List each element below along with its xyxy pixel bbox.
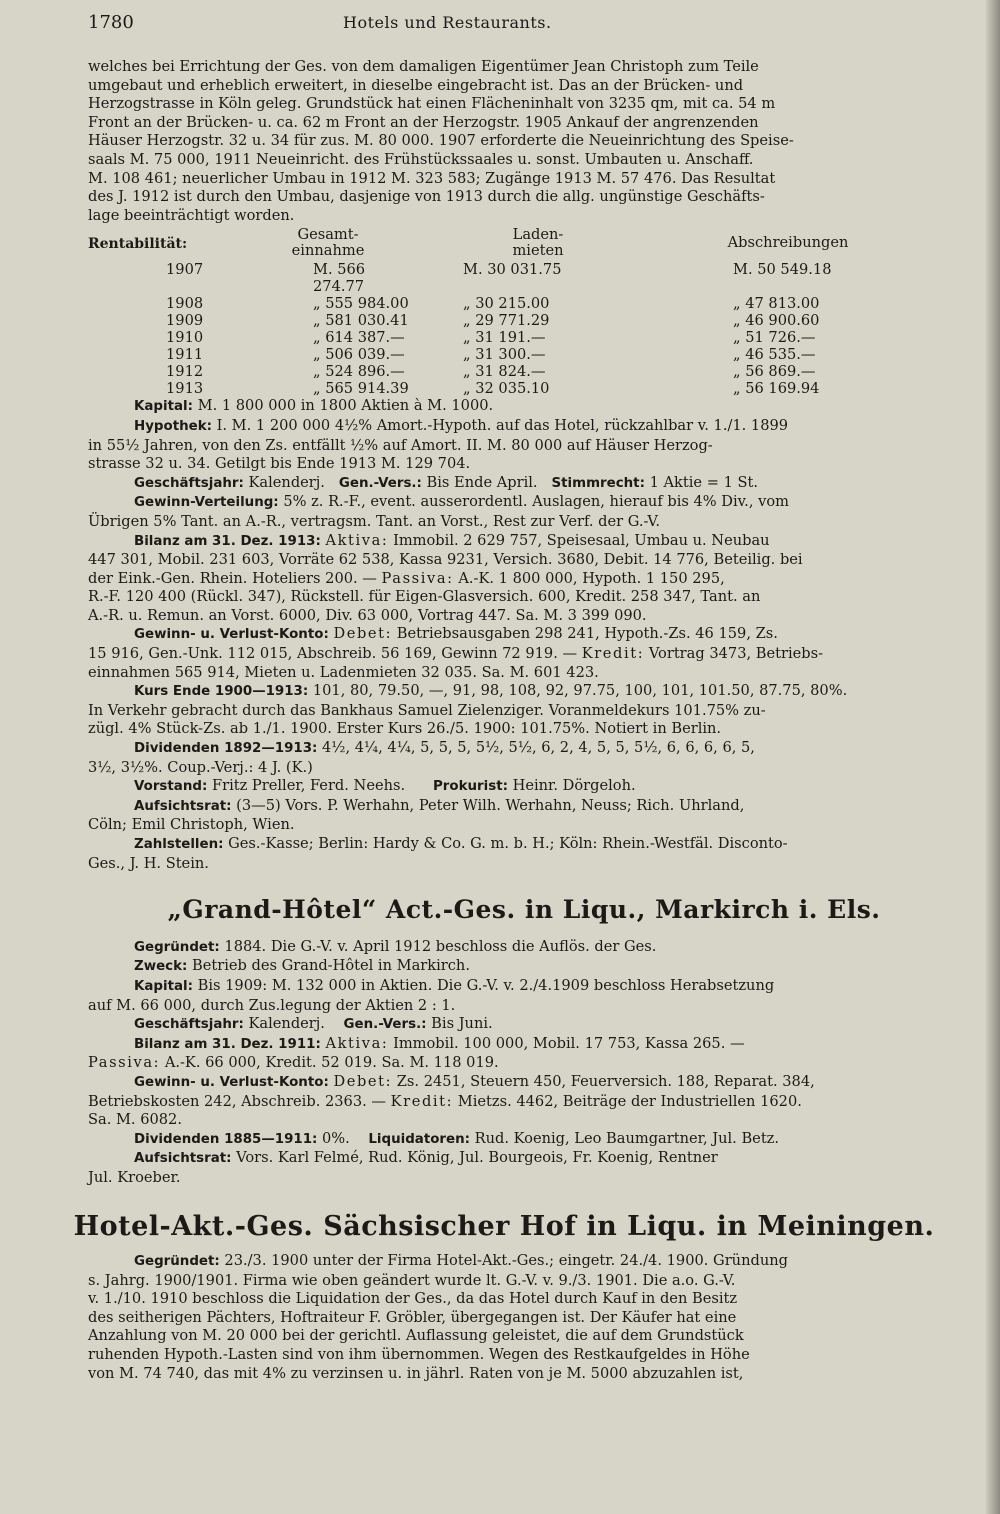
text-line: Sa. M. 6082.	[88, 1111, 182, 1129]
rentability-table-header	[88, 227, 960, 259]
zahlstellen-line: Zahlstellen: Ges.-Kasse; Berlin: Hardy & Co. G. m. b. H.; Köln: Rhein.-Westfäl. Disconto-	[134, 835, 788, 852]
rentability-label: Rentabilität:	[88, 236, 188, 253]
table-row	[88, 261, 960, 295]
table-row	[88, 329, 960, 346]
intro-paragraph	[88, 58, 960, 225]
table-row	[88, 312, 960, 329]
table-cell: M. 50 549.18	[733, 261, 832, 279]
text-line: Passiva: A.-K. 66 000, Kredit. 52 019. Sa. M. 118 019.	[88, 1054, 499, 1072]
column-header-gesamteinnahme: Gesamt- einnahme	[291, 226, 365, 260]
table-cell-year: 1908	[166, 295, 204, 313]
table-cell: „ 506 039.—	[313, 346, 405, 364]
text-line: einnahmen 565 914, Mieten u. Ladenmieten 32 035. Sa. M. 601 423.	[88, 663, 599, 681]
page-edge-shadow	[986, 0, 1000, 1514]
table-row	[88, 363, 960, 380]
table-cell: „ 47 813.00	[733, 295, 820, 313]
bilanz-line: Bilanz am 31. Dez. 1913: Aktiva: Immobil. 2 629 757, Speisesaal, Umbau u. Neubau	[134, 531, 770, 549]
aufsichtsrat-line: Aufsichtsrat: Vors. Karl Felmé, Rud. König, Jul. Bourgeois, Fr. Koenig, Rentner	[134, 1149, 718, 1167]
table-cell: M. 566 274.77	[313, 261, 366, 296]
text-line: A.-R. u. Remun. an Vorst. 6000, Div. 63 000, Vortrag 447. Sa. M. 3 399 090.	[88, 606, 647, 624]
text-line: R.-F. 120 400 (Rückl. 347), Rückstell. für Eigen-Glasversich. 600, Kredit. 258 347, Tant. an	[88, 588, 761, 606]
text-line: in 55½ Jahren, von den Zs. entfällt ½% auf Amort. II. M. 80 000 auf Häuser Herzog-	[88, 436, 713, 454]
text-line: Betriebskosten 242, Abschreib. 2363. — Kredit: Mietzs. 4462, Beiträge der Industriellen 1620.	[88, 1092, 802, 1110]
text-line: Herzogstrasse in Köln geleg. Grundstück hat einen Flächeninhalt von 3235 qm, mit ca. 54 m	[88, 95, 776, 113]
text-line: Jul. Kroeber.	[88, 1168, 181, 1186]
dividenden-line: Dividenden 1885—1911: 0%. Liquidatoren: Rud. Koenig, Leo Baumgartner, Jul. Betz.	[134, 1129, 780, 1147]
table-cell-year: 1912	[166, 363, 204, 381]
text-line: auf M. 66 000, durch Zus.legung der Aktien 2 : 1.	[88, 996, 456, 1014]
table-cell: „ 565 914.39	[313, 380, 409, 398]
table-cell: „ 56 169.94	[733, 380, 820, 398]
table-row	[88, 295, 960, 312]
table-cell: „ 51 726.—	[733, 329, 816, 347]
column-header-abschreibungen: Abschreibungen	[727, 234, 849, 252]
table-cell: „ 31 191.—	[463, 329, 546, 347]
gegruendet-line: Gegründet: 1884. Die G.-V. v. April 1912 beschloss die Auflös. der Ges.	[134, 937, 657, 955]
rentability-table	[88, 261, 960, 397]
text-line: umgebaut und erheblich erweitert, in dieselbe eingebracht ist. Das an der Brücken- und	[88, 76, 744, 94]
vorstand-line: Vorstand: Fritz Preller, Ferd. Neehs. Prokurist: Heinr. Dörgeloh.	[134, 777, 636, 795]
kurs-line: Kurs Ende 1900—1913: 101, 80, 79.50, —, 91, 98, 108, 92, 97.75, 100, 101, 101.50, 87.75, 80%.	[134, 682, 848, 700]
text-line: s. Jahrg. 1900/1901. Firma wie oben geändert wurde lt. G.-V. v. 9./3. 1901. Die a.o. G.-V.	[88, 1271, 736, 1289]
table-cell: „ 31 300.—	[463, 346, 546, 364]
table-cell: „ 555 984.00	[313, 295, 409, 313]
running-title: Hotels und Restaurants.	[343, 13, 552, 32]
hypothek-line: Hypothek: I. M. 1 200 000 4½% Amort.-Hypoth. auf das Hotel, rückzahlbar v. 1./1. 1899	[134, 416, 789, 434]
table-cell: „ 581 030.41	[313, 312, 409, 330]
text-line: strasse 32 u. 34. Getilgt bis Ende 1913 M. 129 704.	[88, 455, 471, 473]
geschaeftsjahr-line: Geschäftsjahr: Kalenderj. Gen.-Vers.: Bis Juni.	[134, 1015, 493, 1033]
text-line: Front an der Brücken- u. ca. 62 m Front an der Herzogstr. 1905 Ankauf der angrenzenden	[88, 113, 759, 131]
geschaeftsjahr-line: Geschäftsjahr: Kalenderj. Gen.-Vers.: Bis Ende April. Stimmrecht: 1 Aktie = 1 St.	[134, 473, 758, 491]
text-line: M. 108 461; neuerlicher Umbau in 1912 M. 323 583; Zugänge 1913 M. 57 476. Das Resultat	[88, 169, 776, 187]
text-line: Übrigen 5% Tant. an A.-R., vertragsm. Tant. an Vorst., Rest zur Verf. der G.-V.	[88, 512, 661, 530]
text-line: saals M. 75 000, 1911 Neueinricht. des Frühstückssaales u. sonst. Umbauten u. Anschaff.	[88, 150, 754, 168]
text-line: welches bei Errichtung der Ges. von dem damaligen Eigentümer Jean Christoph zum Teile	[88, 58, 759, 75]
text-line: des J. 1912 ist durch den Umbau, dasjenige von 1913 durch die allg. ungünstige Geschäfts-	[88, 188, 765, 206]
table-cell: „ 56 869.—	[733, 363, 816, 381]
page-number: 1780	[88, 12, 134, 33]
text-line: Häuser Herzogstr. 32 u. 34 für zus. M. 80 000. 1907 erforderte die Neueinrichtung des Speise-	[88, 132, 794, 150]
kapital-line: Kapital: Bis 1909: M. 132 000 in Aktien. Die G.-V. v. 2./4.1909 beschloss Herabsetzung	[134, 976, 775, 994]
table-cell-year: 1909	[166, 312, 204, 330]
text-line: 447 301, Mobil. 231 603, Vorräte 62 538, Kassa 9231, Versich. 3680, Debit. 14 776, Beteilig. bei	[88, 551, 803, 569]
text-line: Anzahlung von M. 20 000 bei der gerichtl. Auflassung geleistet, die auf dem Grundstück	[88, 1327, 744, 1345]
kapital-line: Kapital: M. 1 800 000 in 1800 Aktien à M. 1000.	[134, 397, 494, 415]
guv-line: Gewinn- u. Verlust-Konto: Debet: Betriebsausgaben 298 241, Hypoth.-Zs. 46 159, Zs.	[134, 625, 778, 643]
bilanz-line: Bilanz am 31. Dez. 1911: Aktiva: Immobil. 100 000, Mobil. 17 753, Kassa 265. —	[134, 1034, 745, 1052]
table-cell: „ 32 035.10	[463, 380, 550, 398]
zweck-line: Zweck: Betrieb des Grand-Hôtel in Markirch.	[134, 957, 470, 975]
text-line: des seitherigen Pächters, Hoftraiteur F. Gröbler, übergegangen ist. Der Käufer hat eine	[88, 1308, 737, 1326]
gewinnverteilung-line: Gewinn-Verteilung: 5% z. R.-F., event. ausserordentl. Auslagen, hierauf bis 4% Div., vom	[134, 493, 789, 511]
table-cell-year: 1910	[166, 329, 204, 347]
text-line: In Verkehr gebracht durch das Bankhaus Samuel Zielenziger. Voranmeldekurs 101.75% zu-	[88, 701, 766, 719]
section-koeln-hotel-details	[88, 397, 960, 873]
aufsichtsrat-line: Aufsichtsrat: (3—5) Vors. P. Werhahn, Peter Wilh. Werhahn, Neuss; Rich. Uhrland,	[134, 796, 745, 814]
text-line: v. 1./10. 1910 beschloss die Liquidation der Ges., da das Hotel durch Kauf in den Besitz	[88, 1290, 738, 1308]
table-cell-year: 1913	[166, 380, 204, 398]
guv-line: Gewinn- u. Verlust-Konto: Debet: Zs. 2451, Steuern 450, Feuerversich. 188, Reparat. 384,	[134, 1072, 815, 1090]
text-line: Cöln; Emil Christoph, Wien.	[88, 816, 295, 834]
text-line: der Eink.-Gen. Rhein. Hoteliers 200. — Passiva: A.-K. 1 800 000, Hypoth. 1 150 295,	[88, 569, 725, 587]
section-grand-hotel	[88, 938, 960, 1188]
table-cell: „ 46 900.60	[733, 312, 820, 330]
table-cell: „ 524 896.—	[313, 363, 405, 381]
table-cell-year: 1911	[166, 346, 204, 364]
table-cell: „ 46 535.—	[733, 346, 816, 364]
company-title-grand-hotel: „Grand-Hôtel“ Act.-Ges. in Liqu., Markirch i. Els.	[167, 895, 881, 925]
table-cell: „ 31 824.—	[463, 363, 546, 381]
text-line: 15 916, Gen.-Unk. 112 015, Abschreib. 56 169, Gewinn 72 919. — Kredit: Vortrag 3473, Betriebs-	[88, 645, 824, 663]
text-line: von M. 74 740, das mit 4% zu verzinsen u. in jährl. Raten von je M. 5000 abzuzahlen ist,	[88, 1364, 744, 1382]
section-saechsischer-hof	[88, 1252, 960, 1383]
gegruendet-line: Gegründet: 23./3. 1900 unter der Firma Hotel-Akt.-Ges.; eingetr. 24./4. 1900. Gründung	[134, 1252, 788, 1270]
table-cell: „ 29 771.29	[463, 312, 550, 330]
table-cell: M. 30 031.75	[463, 261, 562, 279]
table-cell: „ 614 387.—	[313, 329, 405, 347]
table-cell: „ 30 215.00	[463, 295, 550, 313]
page-header	[88, 14, 960, 58]
text-line: lage beeinträchtigt worden.	[88, 206, 295, 224]
table-row	[88, 346, 960, 363]
text-line: ruhenden Hypoth.-Lasten sind von ihm übernommen. Wegen des Restkaufgeldes in Höhe	[88, 1346, 750, 1364]
column-header-ladenmieten: Laden- mieten	[512, 226, 564, 260]
text-line: zügl. 4% Stück-Zs. ab 1./1. 1900. Erster Kurs 26./5. 1900: 101.75%. Notiert in Berlin.	[88, 720, 722, 738]
dividenden-line: Dividenden 1892—1913: 4½, 4¼, 4¼, 5, 5, 5, 5½, 5½, 6, 2, 4, 5, 5, 5½, 6, 6, 6, 6, 5,	[134, 739, 755, 757]
table-row	[88, 380, 960, 397]
text-line: Ges., J. H. Stein.	[88, 854, 209, 872]
table-cell-year: 1907	[166, 261, 204, 279]
text-line: 3½, 3½%. Coup.-Verj.: 4 J. (K.)	[88, 758, 313, 776]
company-title-saechsischer-hof: Hotel-Akt.-Ges. Sächsischer Hof in Liqu. in Meiningen.	[73, 1210, 935, 1242]
